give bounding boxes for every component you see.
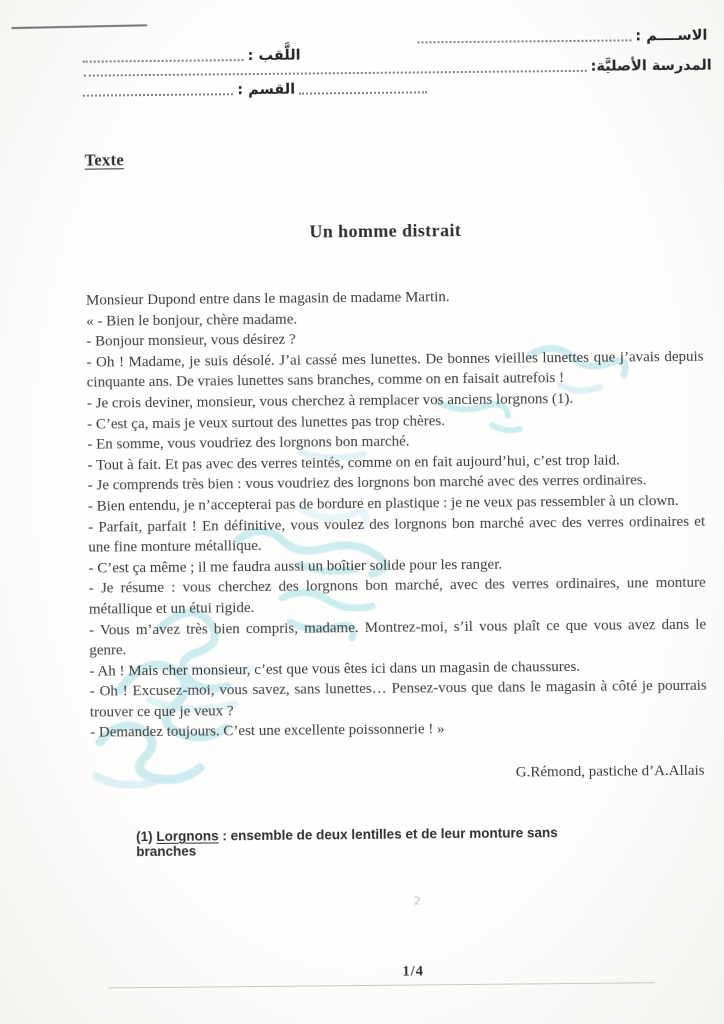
dialogue-line: - C’est ça même ; il me faudra aussi un boîtier solide pour les ranger. — [88, 556, 503, 577]
footnote-term: Lorgnons — [156, 828, 219, 844]
dialogue-line: - Vous m’avez très bien compris, madame. Montrez-moi, s’il vous plaît ce que vous avez dans le genre. — [89, 616, 707, 659]
dialogue-line: - C’est ça, mais je veux surtout des lunettes pas trop chères. — [87, 412, 446, 433]
scan-smudge: 2 — [413, 894, 422, 908]
dialogue-line: « - Bien le bonjour, chère madame. — [86, 311, 298, 330]
school-fill-in-line — [84, 70, 587, 77]
name-fill-in-line — [417, 40, 631, 44]
footer-rule — [109, 982, 655, 988]
name-label: الاســــم : — [635, 27, 708, 45]
dialogue-line: - Je résume : vous cherchez des lorgnons bon marché, avec des verres ordinaires, une monture métallique et un étui rigide. — [88, 575, 706, 618]
dialogue-line: - Bonjour monsieur, vous désirez ? — [86, 331, 296, 350]
dialogue-line: - Je crois deviner, monsieur, vous cherchez à remplacer vos anciens lorgnons (1). — [86, 390, 574, 412]
footnote — [136, 825, 616, 860]
class-fill-in-line-left — [83, 93, 233, 96]
class-field — [79, 79, 431, 101]
name-field — [413, 27, 707, 48]
dialogue-line: - Tout à fait. Et pas avec des verres teintés, comme on en fait aujourd’hui, c’est trop laid. — [87, 452, 620, 474]
dialogue-line: - Demandez toujours. C’est une excellente poissonnerie ! » — [90, 721, 445, 742]
class-label: القسم : — [237, 81, 296, 99]
dialogue-line: - Oh ! Madame, je suis désolé. J’ai cassé mes lunettes. De bonnes vieilles lunettes que j’avais depuis cinquante ans. De vraies lunettes sans branches, comme on en faisait autrefois ! — [86, 348, 704, 392]
attribution: G.Rémond, pastiche d’A.Allais — [515, 762, 705, 781]
school-label: المدرسة الأصليَّة: — [590, 57, 712, 75]
student-info-header — [0, 0, 719, 99]
surname-label: اللَّقب : — [247, 47, 301, 65]
class-fill-in-line-right — [299, 91, 427, 94]
footnote-definition: : ensemble de deux lentilles et de leur monture sans branches — [136, 825, 558, 860]
text-title: Un homme distrait — [309, 220, 462, 242]
page-number: 1/4 — [402, 963, 425, 980]
dialogue-line: - Parfait, parfait ! En définitive, vous voulez des lorgnons bon marché avec des verres ordinaires et une fine monture métallique. — [88, 513, 706, 556]
intro-line: Monsieur Dupond entre dans le magasin de madame Martin. — [85, 289, 450, 309]
section-heading: Texte — [84, 150, 125, 170]
dialogue-line: - Bien entendu, je n’accepterai pas de bordure en plastique : je ne veux pas ressembler à un clown. — [87, 492, 679, 515]
dialogue-line: - Je comprends très bien : vous voudriez des lorgnons bon marché avec des verres ordinaires. — [87, 472, 647, 494]
text-body — [86, 285, 707, 744]
dialogue-line: - Oh ! Excusez-moi, vous savez, sans lunettes… Pensez-vous que dans le magasin à côté je pourrais trouver ce que je veux ? — [89, 677, 707, 721]
footnote-marker: (1) — [136, 829, 153, 845]
dialogue-line: - Ah ! Mais cher monsieur, c’est que vous êtes ici dans un magasin de chaussures. — [89, 658, 581, 680]
dialogue-lines — [86, 305, 707, 743]
scan-artifact-line — [11, 24, 147, 29]
dialogue-line: - En somme, vous voudriez des lorgnons bon marché. — [87, 433, 410, 453]
